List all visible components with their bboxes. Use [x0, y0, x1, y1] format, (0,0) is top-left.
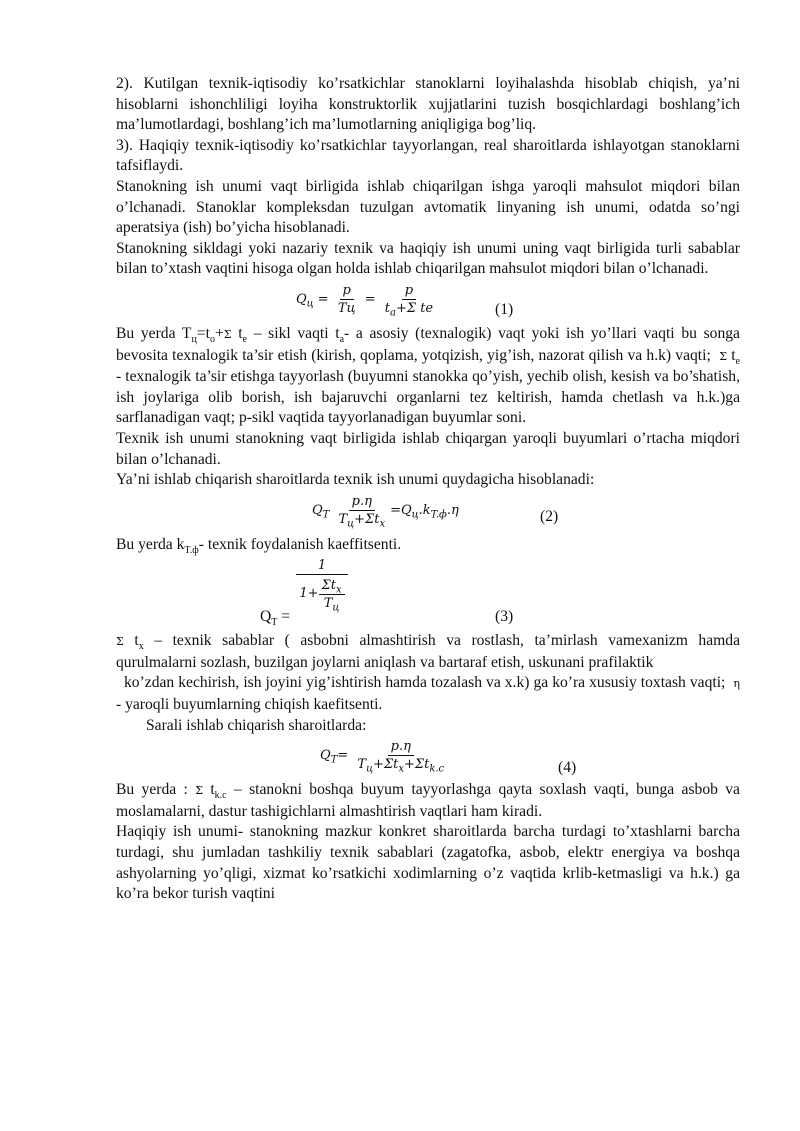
paragraph-downtime: ko’zdan kechirish, ish joyini yig’ishtirish hamda tozalash va x.k) ga ko’ra xususiy toxtash vaqti; η - yaroqli buyumlarning chiqish kaefitsenti.: [116, 674, 741, 714]
paragraph-actual-productivity: Haqiqiy ish unumi- stanokning mazkur konkret sharoitlarda barcha turdagi to’xtashlarni barcha turdagi, shu jumladan tashkiliy texnik sabablari (zagatofka, asbob, elektr energiya va boshqa ashyolarning yo’qligi, xizmat ko’rsatkichi xodimlarning o’z vaqtida krlib-ketmasligi va h.k.) ga ko’ra bekor turish vaqtini: [116, 823, 740, 903]
paragraph-calculation-intro: Ya’ni ishlab chiqarish sharoitlarda texnik ish unumi quydagicha hisoblanadi:: [116, 471, 595, 489]
paragraph-serial-production: Sarali ishlab chiqarish sharoitlarda:: [146, 716, 367, 734]
eq2-fraction: $\frac{p.\eta}{T_ц+\Sigma t_x}$: [338, 493, 386, 530]
eq4-fraction: $\frac{p.\eta}{T_ц+\Sigma t_x+\Sigma t_{k.c}}$: [357, 739, 445, 775]
equation-1: $Q_ц$ = $\frac{p}{Tц}$ = $\frac{p}{t_a+\Sigma te}$ (1): [296, 282, 514, 319]
equation-number-2: (2): [540, 507, 559, 525]
eq1-fraction-2: $\frac{p}{t_a+\Sigma te}$: [384, 282, 434, 319]
equation-3: 1 1+ $\frac{\Sigma t_x}{T_ц}$ $Q_T$ = (3): [260, 558, 514, 629]
equation-number-3: (3): [495, 608, 514, 626]
paragraph-changeover-time: Bu yerda : Σ $t_{k.c}$ – stanokni boshqa buyum tayyorlashga qayta soxlash vaqti, bunga asbob va moslamalarni, dastur tashigichlarni almashtirish vaqtlari ham kiradi.: [116, 781, 740, 820]
paragraph-expected-indicators: 2). Kutilgan texnik-iqtisodiy ko’rsatkichlar stanoklarni loyihalashda hisoblab chiqish, ya’ni hisoblarni ishonchliligi loyiha konstruktorlik xujjatlarini tuzish bosqichlardagi boshlang’ich ma’lumotlardagi, boshlang’ich ma’lumotlarning aniqligiga bog’liq.: [116, 75, 740, 134]
equation-number-4: (4): [558, 759, 577, 777]
eq1-fraction-1: $\frac{p}{Tц}$: [337, 282, 356, 316]
paragraph-cycle-time-definition: Bu yerda $T_ц=t_o+\Sigma$ $t_e$ – sikl vaqti $t_a-$ a asosiy (texnalogik) vaqt yoki ish yo’llari vaqti bu songa bevosita texnalogik ta’sir etish (kirish, qoplama, yotqizish, yig’ish, nazorat qilish va h.k) vaqti; Σ $t_e$ - texnalogik ta’sir etishga tayyorlash (buyumni stanokka qo’yish, yechib olish, kesish va bo’shatish, ish joylariga olib borish, ish bajaruvchi organlarni tez keltirish, hamda chetlash va h.k.)ga sarflanadigan vaqt; p-sikl vaqtida tayyorlanadigan buyumlar soni.: [116, 324, 740, 427]
paragraph-technical-productivity: Texnik ish unumi stanokning vaqt birligida ishlab chiqargan yaroqli buyumlari o’rtacha miqdori bilan o’lchanadi.: [116, 429, 740, 468]
paragraph-utilization-coefficient: Bu yerda $k_{T.ф}-$ texnik foydalanish kaeffitsenti.: [116, 535, 402, 556]
equation-2: $Q_T$ $\frac{p.\eta}{T_ц+\Sigma t_x}$ $=Q_ц.k_{T.ф}.\eta$ (2): [312, 493, 559, 530]
paragraph-cycle-productivity: Stanokning sikldagi yoki nazariy texnik va haqiqiy ish unumi uning vaqt birligida turli sabablar bilan to’xtash vaqtini hisoga olgan holda ishlab chiqarilgan mahsulot miqdori bilan o’lchanadi.: [116, 239, 740, 278]
paragraph-productivity: Stanokning ish unumi vaqt birligida ishlab chiqarilgan ishga yaroqli mahsulot miqdori bilan o’lchanadi. Stanoklar kompleksdan tuzulgan avtomatik linyaning ish unumi, odatda so’ngi aperatsiya (ish) bo’yicha hisoblanadi.: [116, 177, 740, 237]
paragraph-technical-reasons: Σ $t_x$ – texnik sabablar ( asbobni almashtirish va rostlash, ta’mirlash vamexanizm hamda qurulmalarni sozlash, buzilgan joylarni aniqlash va bartaraf etish, uskunani prafilaktik: [116, 632, 741, 671]
document-page: [116, 74, 740, 905]
eq1-lhs: Q: [296, 291, 307, 307]
equation-4: $Q_T=$ $\frac{p.\eta}{T_ц+\Sigma t_x+\Sigma t_{k.c}}$ (4): [116, 736, 740, 780]
paragraph-actual-indicators: 3). Haqiqiy texnik-iqtisodiy ko’rsatkichlar tayyorlangan, real sharoitlarda ishlayotgan stanoklarni tafsiflaydi.: [116, 136, 740, 175]
equation-number-1: (1): [495, 300, 514, 318]
